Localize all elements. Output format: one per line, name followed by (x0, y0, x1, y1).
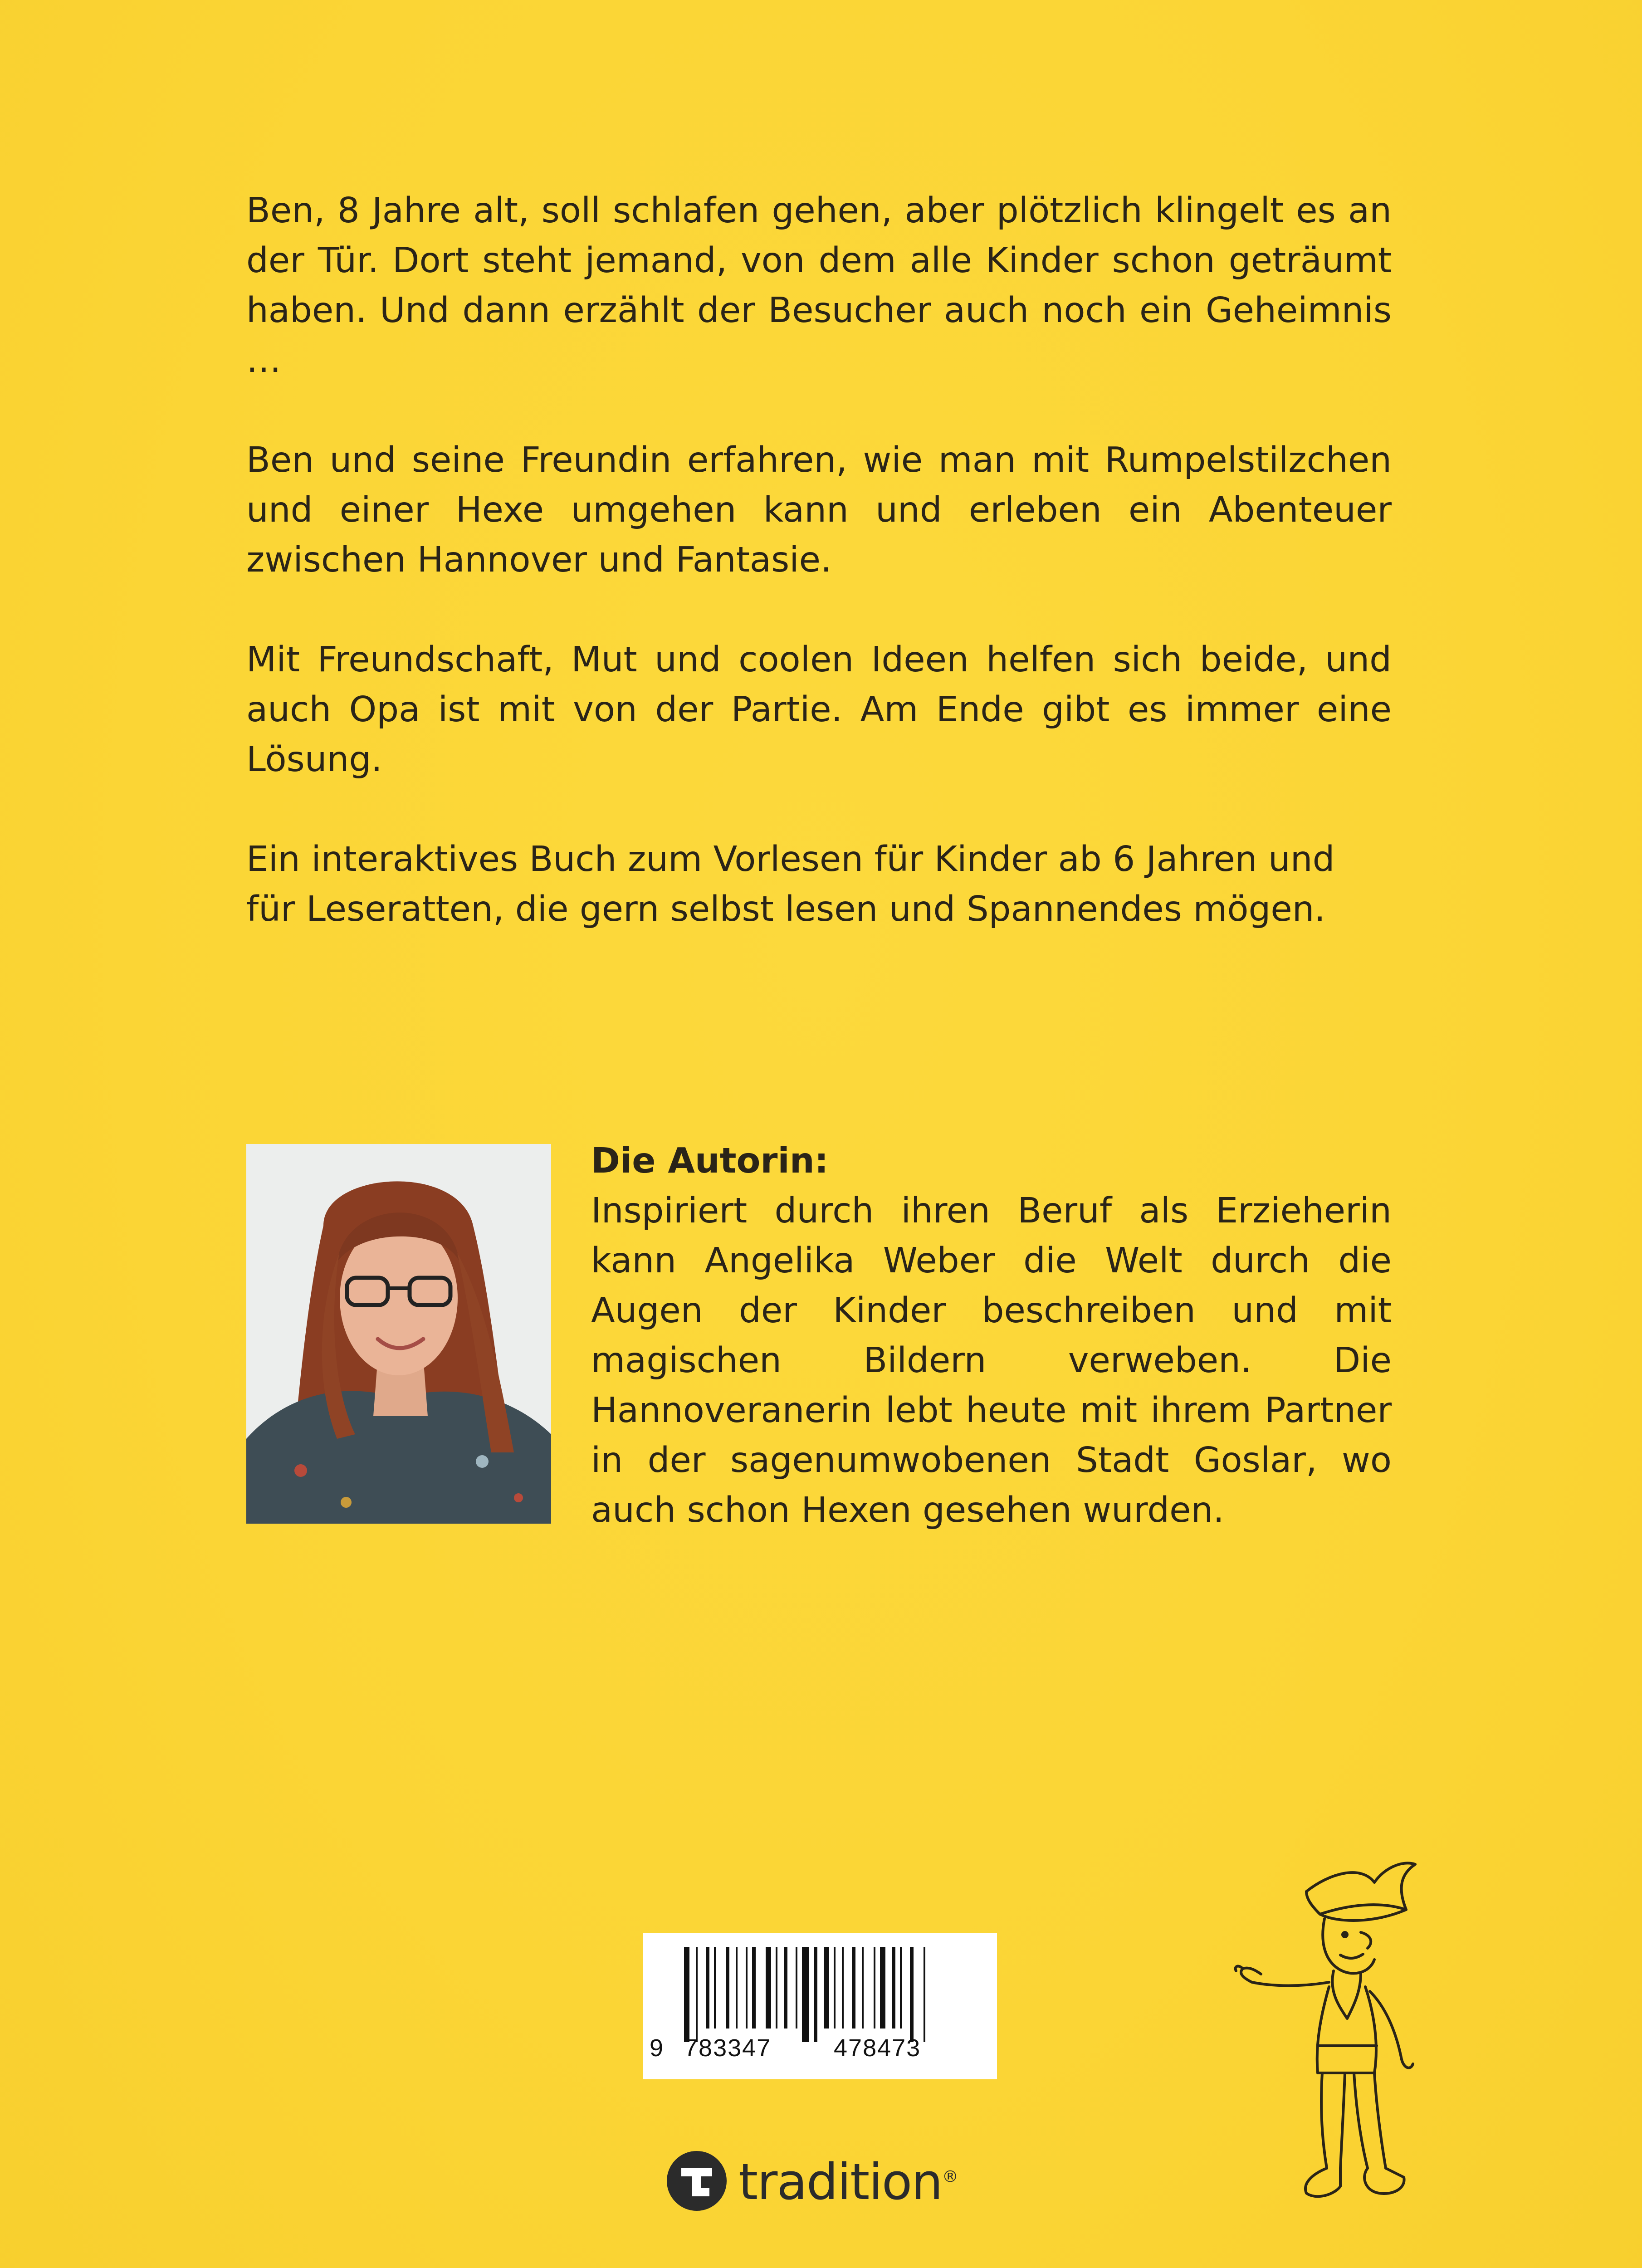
blurb-paragraph-4: Ein interaktives Buch zum Vorlesen für Kinder ab 6 Jahren und für Leseratten, die gern selbst lesen und Spannendes mögen. (246, 839, 1335, 929)
author-photo (246, 1144, 551, 1524)
barcode-left-group: 783347 (684, 2034, 772, 2062)
tradition-icon (666, 2150, 728, 2212)
blurb-paragraph-2: Ben und seine Freundin erfahren, wie man mit Rumpelstilzchen und einer Hexe umgehen kann und erleben ein Abenteuer zwischen Hannover und Fantasie. (246, 440, 1392, 580)
author-bio: Inspiriert durch ihren Beruf als Erzieherin kann Angelika Weber die Welt durch die Augen der Kinder beschreiben und mit magischen Bildern verweben. Die Hannoveranerin lebt heute mit ihrem Partner in der sagenumwobenen Stadt Goslar, wo auch schon Hexen gesehen wurden. (591, 1191, 1392, 1530)
author-heading: Die Autorin: (591, 1141, 829, 1181)
blurb-paragraph-1: Ben, 8 Jahre alt, soll schlafen gehen, aber plötzlich klingelt es an der Tür. Dort steht jemand, von dem alle Kinder schon geträumt haben. Und dann erzählt der Besucher auch noch ein Geheimnis … (246, 191, 1392, 381)
barcode-lead-digit: 9 (650, 2034, 665, 2062)
publisher-name: tradition® (738, 2153, 958, 2211)
publisher-logo (666, 2150, 992, 2214)
blurb-text (246, 186, 1392, 984)
isbn-barcode (643, 1933, 997, 2079)
barcode-right-group: 478473 (834, 2034, 921, 2062)
barcode-bars (661, 1947, 979, 2042)
rumpelstiltskin-illustration (1225, 1855, 1438, 2218)
blurb-paragraph-3: Mit Freundschaft, Mut und coolen Ideen helfen sich beide, und auch Opa ist mit von der Partie. Am Ende gibt es immer eine Lösung. (246, 640, 1392, 780)
